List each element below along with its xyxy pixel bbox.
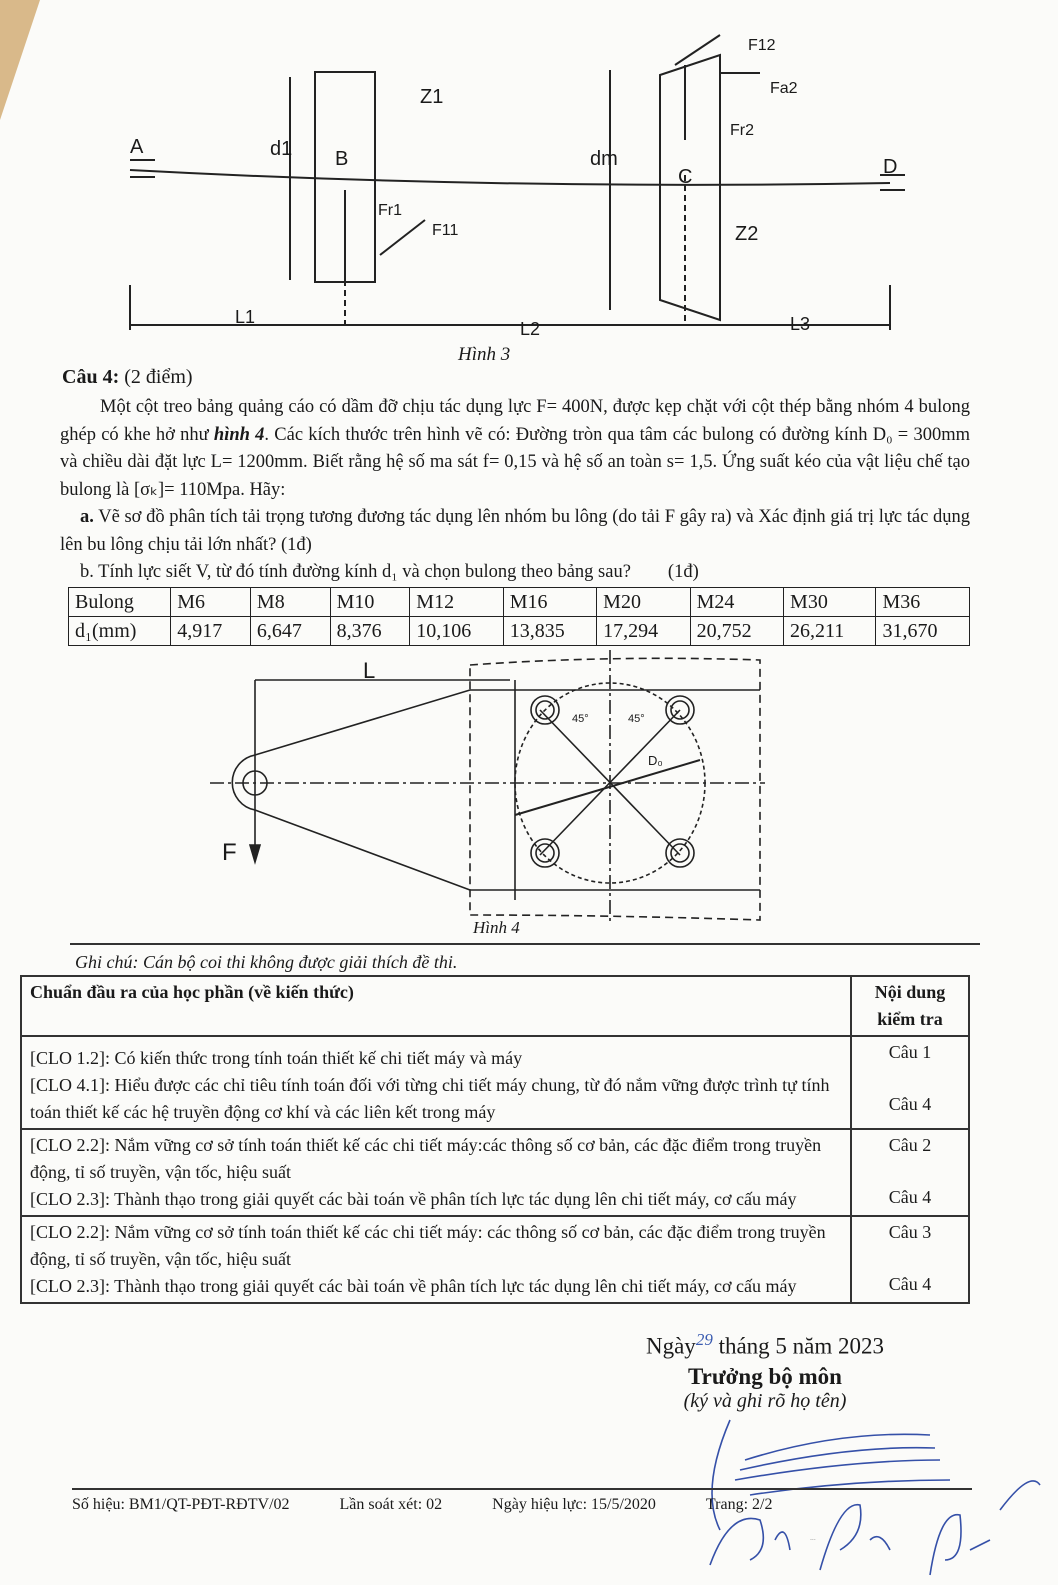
clo-cell [21,1129,851,1216]
page-number: Trang: 2/2 [705,1496,773,1513]
table-header-row [21,976,969,1036]
question-4-heading [62,366,193,389]
label-B: B [335,148,349,170]
figure-4-caption: Hình 4 [473,918,520,937]
label-l3: L3 [790,314,811,334]
label-L: L [363,658,376,683]
part-b-text: b. Tính lực siết V, từ đó tính đường kính d₁ và chọn bulong theo bảng sau? [80,562,631,582]
revision: Lần soát xét: 02 [339,1496,443,1513]
figure-3-caption: Hình 3 [458,344,511,365]
label-fr1: Fr1 [378,202,402,219]
signer-instruction: (ký và ghi rõ họ tên) [683,1389,847,1412]
label-fa2: Fa2 [770,80,798,97]
signature-name: Mai Phú Đại [810,1540,816,1541]
clo-cell [21,1036,851,1129]
table-cell: 10,106 [410,617,503,646]
question-ref: Câu 4 [888,1094,932,1114]
clo-text: [CLO 2.2]: Nắm vững cơ sở tính toán thiết kế các chi tiết máy:các thông số cơ bản, các đặc điểm trong truyền động, tỉ số truyền, vận tốc, hiệu suất [30,1135,822,1182]
label-F: F [222,839,237,866]
effective-date: Ngày hiệu lực: 15/5/2020 [492,1496,656,1513]
question-ref: Câu 1 [888,1042,932,1062]
table-row [69,617,970,646]
header-cell: Chuẩn đầu ra của học phần (về kiến thức) [21,976,851,1036]
label-z2: Z2 [735,223,759,245]
question-ref: Câu 4 [888,1187,932,1207]
label-z1: Z1 [420,86,444,108]
table-cell: M8 [250,588,330,617]
table-cell: 26,211 [784,617,876,646]
question-cell [851,1216,969,1303]
table-cell: M36 [876,588,970,617]
table-cell: 6,647 [250,617,330,646]
row-header: Bulong [69,588,171,617]
bolt-icon [531,839,559,867]
table-cell: M16 [503,588,596,617]
question-4-body [60,394,970,587]
scan-edge [0,0,40,120]
question-cell [851,1129,969,1216]
part-a-label: a. [80,507,94,527]
table-cell: M30 [784,588,876,617]
label-f11: F11 [432,222,459,239]
date-day-handwritten: 29 [695,1330,713,1349]
label-angle-2: 45° [628,713,645,725]
table-cell: 4,917 [171,617,251,646]
table-row [69,588,970,617]
figure-3-shaft-diagram [100,25,920,345]
part-a-text: Vẽ sơ đồ phân tích tải trọng tương đương tác dụng lên nhóm bu lông (do tải F gây ra) và Xác định giá trị lực tác dụng lên bu lông chịu tải lớn nhất? (1đ) [60,507,970,555]
part-b-points: (1đ) [667,562,699,582]
question-cell [851,1036,969,1129]
table-cell: 17,294 [597,617,690,646]
clo-text: [CLO 1.2]: Có kiến thức trong tính toán thiết kế chi tiết máy và máy [30,1048,523,1068]
bolt-icon [666,839,694,867]
clo-text: [CLO 4.1]: Hiểu được các chỉ tiêu tính toán đối với từng chi tiết máy chung, từ đó nắm vững được trình tự tính toán thiết kế các hệ truyền động cơ khí và các liên kết trong máy [30,1075,830,1122]
table-cell: M12 [410,588,503,617]
label-l2: L2 [520,319,541,339]
figure-4-bracket-diagram [210,650,770,925]
figure-reference: hình 4 [213,424,265,445]
clo-table [20,975,970,1304]
question-points: (2 điểm) [124,366,193,388]
clo-cell [21,1216,851,1303]
header-cell: Nội dung kiểm tra [851,976,969,1036]
label-C: C [678,166,693,188]
label-f12: F12 [748,37,776,54]
date-prefix: Ngày [645,1333,696,1359]
clo-text: [CLO 2.2]: Nắm vững cơ sở tính toán thiết kế các chi tiết máy: các thông số cơ bản, các đặc điểm trong truyền động, tỉ số truyền, vận tốc, hiệu suất [30,1222,826,1269]
footer [72,1488,972,1514]
label-dm: dm [590,148,618,170]
table-cell: M10 [330,588,410,617]
paragraph-text: Một cột treo bảng quảng cáo có dầm đỡ chịu tác dụng lực F= 400N, được kẹp chặt với cột thép bằng nhóm 4 bulong ghép có khe hở như [60,397,970,445]
label-D: D [883,156,898,178]
date-suffix: tháng 5 năm 2023 [718,1333,885,1359]
table-row [21,1216,969,1303]
label-fr2: Fr2 [730,122,754,139]
note: Ghi chú: Cán bộ coi thi không được giải thích đề thi. [75,952,458,972]
divider [70,943,980,945]
question-ref: Câu 2 [888,1135,932,1155]
question-title: Câu 4: [62,366,120,388]
label-l1: L1 [235,307,256,327]
clo-text: [CLO 2.3]: Thành thạo trong giải quyết các bài toán về phân tích lực tác dụng lên chi tiết máy, cơ cấu máy [30,1189,797,1209]
question-ref: Câu 3 [888,1222,932,1242]
question-ref: Câu 4 [888,1274,932,1294]
table-cell: 8,376 [330,617,410,646]
row-header: d₁(mm) [69,617,171,646]
table-cell: M6 [171,588,251,617]
clo-text: [CLO 2.3]: Thành thạo trong giải quyết các bài toán về phân tích lực tác dụng lên chi tiết máy, cơ cấu máy [30,1276,797,1296]
label-A: A [130,136,144,158]
label-angle-1: 45° [572,713,589,725]
table-cell: 20,752 [690,617,783,646]
table-cell: 13,835 [503,617,596,646]
label-D0: D₀ [648,753,663,768]
table-row [21,1129,969,1216]
table-cell: M20 [597,588,690,617]
label-d1: d1 [270,138,293,160]
table-row [21,1036,969,1129]
table-cell: 31,670 [876,617,970,646]
bolt-table [68,587,970,646]
doc-code: Số hiệu: BM1/QT-PĐT-RĐTV/02 [72,1496,290,1513]
paragraph-text: . Các kích thước trên hình vẽ có: Đường tròn qua tâm các bulong có đường kính D₀ = 300mm và chiều dài đặt lực L= 1200mm. Biết rằng hệ số ma sát f= 0,15 và hệ số an toàn s= 1,5. Ứng suất kéo của vật liệu chế tạo bulong là [σₖ]= 110Mpa. Hãy: [60,424,970,500]
table-cell: M24 [690,588,783,617]
signer-title: Trưởng bộ môn [688,1363,842,1389]
